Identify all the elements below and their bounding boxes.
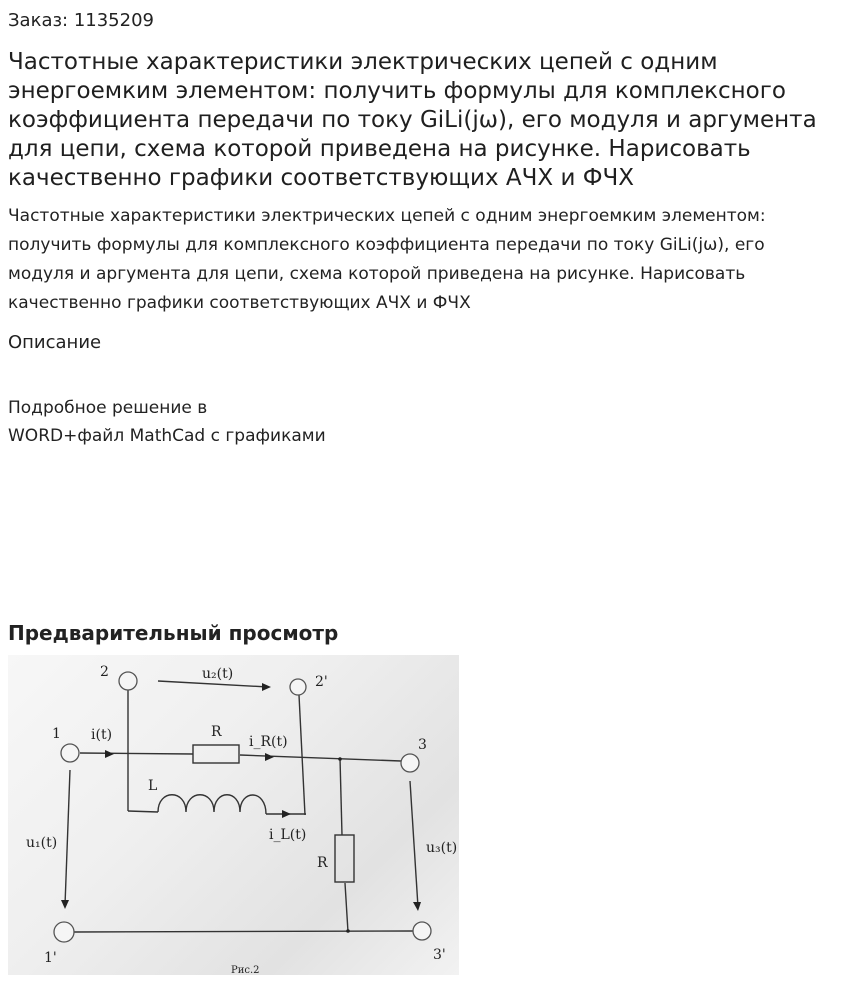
- label-node-2: 2: [100, 664, 109, 680]
- terminal-3: [401, 754, 419, 772]
- label-l: L: [148, 778, 158, 794]
- label-u1: u₁(t): [26, 835, 58, 851]
- label-node-1p: 1': [44, 950, 57, 966]
- label-node-2p: 2': [315, 674, 328, 690]
- label-u2: u₂(t): [202, 666, 234, 682]
- terminal-2: [119, 672, 137, 690]
- label-node-1: 1: [52, 726, 61, 742]
- label-node-3p: 3': [433, 947, 446, 963]
- circuit-diagram: [8, 655, 459, 975]
- terminals: [54, 672, 431, 942]
- resistor-top: [193, 745, 239, 763]
- label-ir: i_R(t): [249, 734, 288, 750]
- figure-caption: Рис.2: [231, 965, 260, 975]
- arrowheads: [61, 683, 421, 911]
- terminal-1: [61, 744, 79, 762]
- inductor: [158, 795, 266, 814]
- preview-heading: Предварительный просмотр: [8, 621, 339, 645]
- circuit-wires: [65, 681, 418, 932]
- label-r-right: R: [317, 855, 328, 871]
- description-line-1: Подробное решение в: [8, 398, 208, 418]
- label-u3: u₃(t): [426, 840, 458, 856]
- terminal-2p: [290, 679, 306, 695]
- label-node-3: 3: [418, 737, 427, 753]
- resistor-right: [335, 835, 354, 882]
- task-summary: Частотные характеристики электрических цепей с одним энергоемким элементом: получить формулы для комплексного коэффициента передачи по току GiLi(jω), его модуля и аргумента для цепи, схема которой приведена на рисунке. Нарисовать качественно графики соответствующих АЧХ и ФЧХ: [8, 206, 766, 313]
- terminal-3p: [413, 922, 431, 940]
- order-number: Заказ: 1135209: [8, 10, 154, 31]
- description-text: [8, 394, 428, 450]
- description-heading: Описание: [8, 332, 102, 353]
- terminal-1p: [54, 922, 74, 942]
- page-title: Частотные характеристики электрических цепей с одним энергоемким элементом: получить формулы для комплексного коэффициента передачи по току GiLi(jω), его модуля и аргумента для цепи, схема которой приведена на рисунке. Нарисовать качественно графики соответствующих АЧХ и ФЧХ: [8, 49, 817, 191]
- junctions: [338, 757, 350, 933]
- label-il: i_L(t): [269, 827, 307, 843]
- description-line-2: WORD+файл MathCad с графиками: [8, 426, 326, 446]
- circuit-preview-image: [8, 655, 459, 975]
- label-current-i: i(t): [91, 727, 113, 743]
- label-r-top: R: [211, 724, 222, 740]
